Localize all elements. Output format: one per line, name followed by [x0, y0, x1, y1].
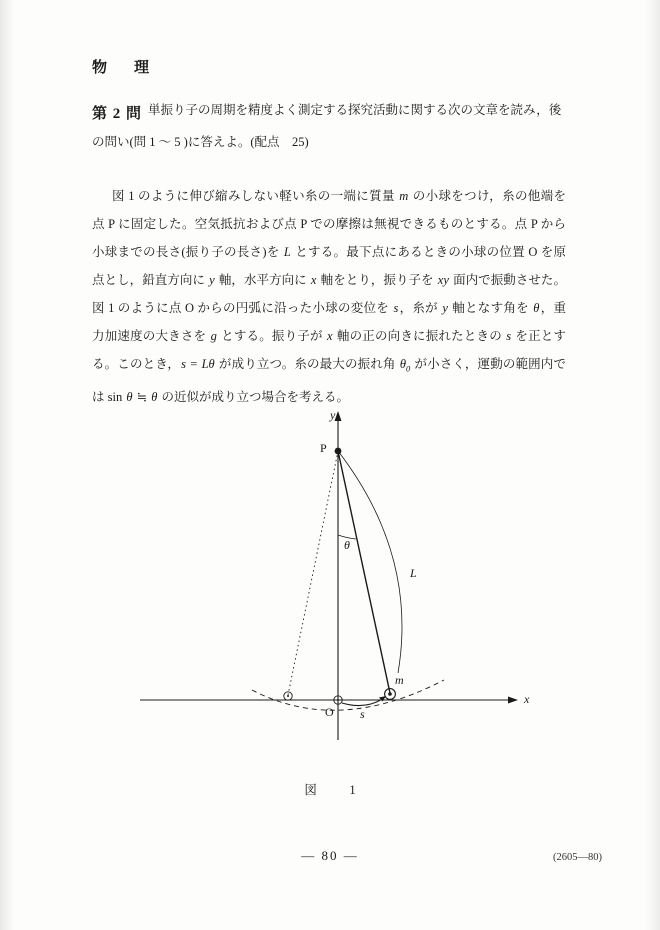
x-axis-arrow — [508, 697, 518, 704]
pivot-label: P — [320, 441, 327, 455]
mirror-bob-center — [287, 695, 289, 697]
displacement-label: s — [360, 707, 365, 721]
x-axis-label: x — [524, 692, 530, 706]
bob-center — [388, 692, 392, 696]
question-lead-line1: 単振り子の周期を精度よく測定する探究活動に関する次の文章を読み，後 — [148, 103, 562, 117]
string-line — [338, 451, 390, 693]
mass-label: m — [395, 673, 404, 687]
question-number: 第 2 問 — [92, 106, 143, 122]
margin-smudge — [32, 137, 65, 168]
swing-arc-dashed — [252, 680, 444, 710]
origin-center — [337, 699, 339, 701]
figure-pendulum — [92, 405, 568, 805]
theta-label: θ — [344, 538, 350, 552]
figure-caption: 図 1 — [304, 783, 366, 797]
length-label: L — [410, 566, 417, 580]
mirror-string-dotted — [288, 451, 338, 695]
y-axis-label: y — [330, 408, 336, 422]
y-axis-arrow — [335, 411, 342, 421]
body-paragraph-text: 図 1 のように伸び縮みしない軽い糸の一端に質量 m の小球をつけ，糸の他端を点 P に固定した。空気抵抗および点 P での摩擦は無視できるものとする。点 P から小球までの長さ(振り子の長さ)を L とする。最下点にあるときの小球の位置 O を原点とし，鉛直方向に y 軸，水平方向に x 軸をとり，振り子を xy 面内で振動させた。図 1 のように点 O からの円弧に沿った小球の変位を s，糸が y 軸となす角を θ，重力加速度の大きさを g とする。振り子が x 軸の正の向きに振れたときの s を正とする。このとき，s = Lθ が成り立つ。糸の最大の振れ角 $\theta_0$ が小さく，運動の範囲内では sin θ ≒ θ の近似が成り立つ場合を考える。 — [92, 189, 567, 404]
length-guide-arc — [338, 451, 402, 673]
page-number: — 80 — — [301, 848, 359, 863]
subject-title: 物 理 — [92, 60, 156, 76]
origin-label: O — [325, 705, 334, 719]
question-lead-line2: の問い(問 1 ～ 5 )に答えよ。(配点 25) — [92, 135, 309, 149]
body-paragraph — [92, 182, 566, 411]
s-arc — [342, 698, 384, 706]
document-code: (2605—80) — [553, 852, 602, 863]
